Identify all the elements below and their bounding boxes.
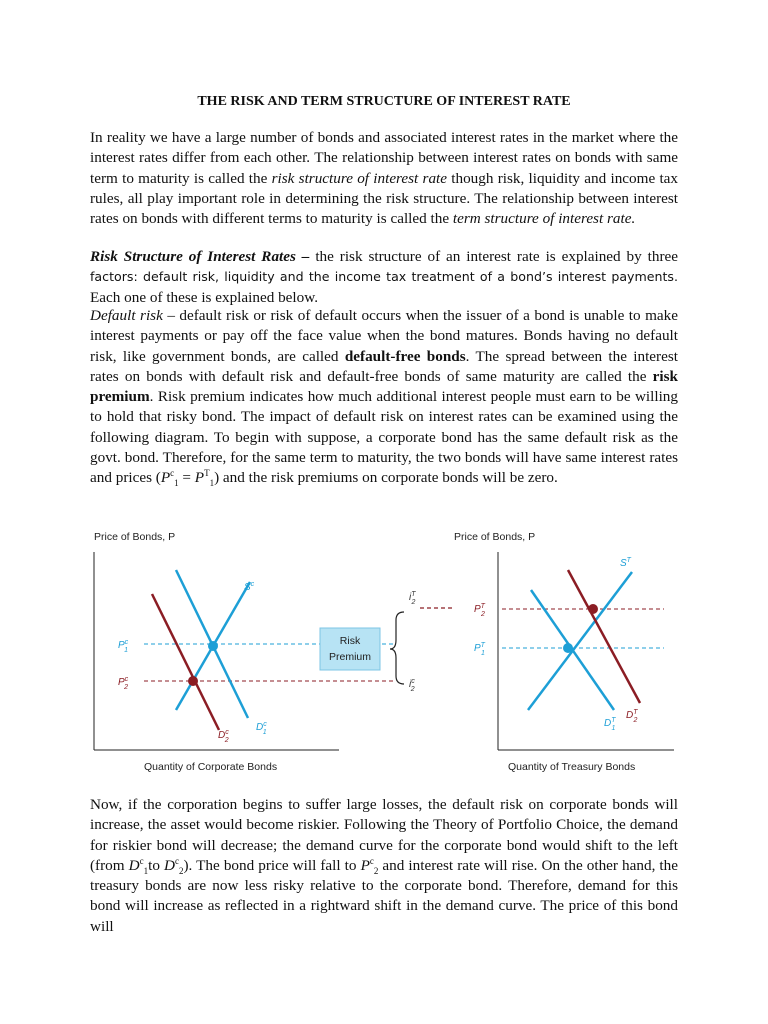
- label-pc1-sup: c: [124, 639, 129, 646]
- shift-to: to: [148, 856, 165, 874]
- shift-pc2-sub: 2: [373, 865, 379, 876]
- default-risk-text-1: – default risk or risk of default occurs when the issuer of a bond is unable to make interest payments or pay off the face value when the bond matures. Bonds having no default risk, like government bonds, are called: [90, 307, 678, 365]
- shift-pc2: P: [360, 856, 370, 874]
- risk-premium-line1: Risk: [339, 635, 361, 647]
- label-pt2-sub: 2: [480, 611, 485, 618]
- left-y-axis-label: Price of Bonds, P: [94, 531, 176, 543]
- shift-dc2: D: [164, 856, 175, 874]
- shift-dc2-sub: 2: [178, 865, 184, 876]
- risk-premium-figure: [84, 520, 684, 780]
- label-pt1-main: P: [474, 643, 481, 654]
- label-it2: [409, 591, 416, 606]
- risk-premium-diagram: [84, 520, 684, 780]
- label-dc1-sup: c: [263, 721, 267, 728]
- label-ic2-sup: c: [411, 678, 415, 685]
- term-structure-term: term structure of interest rate.: [452, 210, 636, 228]
- label-sc-sup: c: [250, 581, 255, 588]
- right-equilibrium-1: [563, 643, 573, 653]
- label-ic2: [409, 678, 415, 693]
- label-pt1-sub: 1: [480, 650, 485, 657]
- formula-pt-sup: T: [204, 468, 210, 479]
- label-pt2-sup: T: [480, 603, 485, 610]
- formula-pc-sub: 1: [174, 478, 179, 489]
- default-risk-shift-paragraph: [90, 795, 678, 937]
- label-dc1-main: D: [256, 722, 264, 733]
- label-ic2-sub: 2: [410, 686, 415, 693]
- shift-dc1-sub: 1: [143, 865, 149, 876]
- intro-paragraph: [90, 128, 678, 229]
- label-pc2-main: P: [118, 677, 125, 688]
- label-dc2-main: D: [218, 730, 226, 741]
- left-equilibrium-1: [208, 641, 218, 651]
- risk-structure-text-2: Each one of these is explained below.: [90, 288, 319, 306]
- label-dt2: [626, 709, 638, 724]
- formula-pt: P: [194, 469, 205, 487]
- label-pt2-main: P: [474, 604, 481, 615]
- right-equilibrium-2: [588, 604, 598, 614]
- label-ic2-main: i: [409, 679, 412, 690]
- default-free-bonds-term: default-free bonds: [344, 347, 466, 365]
- label-dt1-main: D: [604, 718, 612, 729]
- label-dt2-sub: 2: [633, 717, 638, 724]
- formula-pt-sub: 1: [209, 478, 215, 489]
- risk-structure-heading: Risk Structure of Interest Rates –: [90, 248, 310, 265]
- label-pc1-sub: 1: [124, 647, 129, 654]
- label-dc2: [218, 729, 229, 744]
- label-st-main: S: [620, 558, 627, 569]
- right-y-axis-label: Price of Bonds, P: [454, 531, 536, 543]
- label-sc-main: S: [244, 582, 251, 593]
- label-dt2-sup: T: [633, 709, 638, 716]
- label-pc2: [118, 676, 129, 691]
- label-dc2-sup: c: [225, 729, 229, 736]
- risk-structure-term: risk structure of interest rate: [271, 169, 447, 187]
- formula-equals: =: [178, 469, 195, 487]
- default-risk-text-2: . The spread between the interest rates on bonds with default risk and default-free bonds of same maturity are called the: [90, 347, 678, 385]
- shift-dc1-sup: c: [139, 855, 144, 866]
- left-equilibrium-2: [188, 676, 198, 686]
- right-x-axis-label: Quantity of Treasury Bonds: [508, 761, 636, 773]
- shift-text-2: ). The bond price will fall to: [183, 856, 361, 874]
- default-risk-text-4: ) and the risk premiums on corporate bonds will be zero.: [214, 469, 558, 487]
- risk-premium-line2: Premium: [328, 651, 372, 663]
- label-it2-sub: 2: [411, 599, 416, 606]
- label-pc1-main: P: [118, 640, 125, 651]
- label-pt2: [474, 603, 486, 618]
- risk-structure-text-1: the risk structure of an interest rate is explained by three: [309, 248, 678, 265]
- label-dt2-main: D: [626, 710, 634, 721]
- label-pc1: [118, 639, 129, 654]
- intro-text-2: though risk, liquidity and income tax rules, all play important role in determining the risk structure. The relationship between interest rates on bonds with different terms to maturity is called the: [90, 169, 678, 228]
- formula-pc: P: [160, 469, 171, 487]
- shift-dc2-sup: c: [174, 855, 179, 866]
- label-dt1-sup: T: [611, 717, 616, 724]
- label-pc2-sup: c: [124, 676, 129, 683]
- label-pt1: [474, 642, 486, 657]
- label-dc1: [256, 721, 267, 736]
- risk-factors-text: factors: default risk, liquidity and the income tax treatment of a bond’s interest payments.: [90, 269, 678, 285]
- demand-curve-dc2: [152, 594, 219, 730]
- left-x-axis-label: Quantity of Corporate Bonds: [144, 761, 278, 773]
- label-dt1: [604, 717, 616, 732]
- label-sc: [244, 581, 255, 593]
- risk-structure-paragraph: [90, 247, 678, 308]
- default-risk-heading: Default risk: [90, 307, 163, 324]
- page-title: THE RISK AND TERM STRUCTURE OF INTEREST RATE: [197, 94, 571, 109]
- shift-pc2-sup: c: [369, 855, 374, 866]
- label-pt1-sup: T: [480, 642, 485, 649]
- demand-curve-dt2: [568, 570, 640, 703]
- label-dt1-sub: 1: [611, 725, 616, 732]
- shift-text-3: and interest rate will rise. On the other hand, the treasury bonds are now less risky relative to the corporate bond. Therefore, demand for this bond will increase as reflected in a rightward shift in the demand curve. The price of this bond will: [90, 856, 678, 935]
- shift-text-1: Now, if the corporation begins to suffer large losses, the default risk on corporate bonds will increase, the asset would become riskier. Following the Theory of Portfolio Choice, the demand for riskier bond will decrease; the demand curve for the corporate bond would shift to the left (from: [90, 796, 678, 874]
- label-it2-main: i: [409, 592, 412, 603]
- label-it2-sup: T: [411, 591, 416, 598]
- default-risk-paragraph: [90, 306, 678, 489]
- label-dc1-sub: 1: [262, 729, 267, 736]
- default-risk-text-3: . Risk premium indicates how much additional interest people must earn to be willing to hold that risky bond. The impact of default risk on interest rates can be examined using the following diagram. To begin with suppose, a corporate bond has the same default risk as the govt. bond. Therefore, for the same term to maturity, the two bonds will have same interest rates and prices (: [90, 388, 678, 487]
- risk-premium-term: risk premium: [90, 367, 678, 406]
- label-st: [620, 557, 632, 569]
- risk-premium-brace: [390, 612, 404, 684]
- formula-pc-sup: c: [170, 468, 175, 479]
- label-dc2-sub: 2: [224, 737, 229, 744]
- intro-text-1: In reality we have a large number of bonds and associated interest rates in the market where the interest rates differ from each other. The relationship between interest rates on bonds with same term to maturity is called the: [90, 129, 678, 187]
- label-st-sup: T: [626, 557, 631, 564]
- label-pc2-sub: 2: [124, 684, 129, 691]
- shift-dc1: D: [128, 856, 140, 874]
